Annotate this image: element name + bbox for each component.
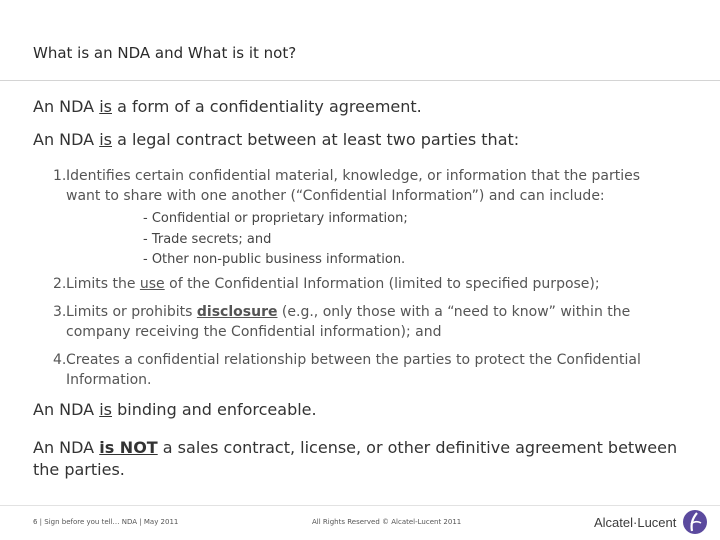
item-2-number: 2.: [53, 276, 67, 292]
footer-left: 6 | Sign before you tell… NDA | May 2011: [33, 518, 179, 526]
slide-title: What is an NDA and What is it not?: [33, 44, 297, 62]
p1-pre: An NDA: [33, 97, 100, 116]
footer-copyright: All Rights Reserved © Alcatel-Lucent 2011: [312, 518, 462, 526]
paragraph-3: [33, 400, 317, 419]
p2-pre: An NDA: [33, 130, 100, 149]
paragraph-1: [33, 97, 422, 116]
item-1-number: 1.: [53, 168, 67, 184]
paragraph-2: [33, 130, 519, 149]
p4-underlined: is NOT: [99, 438, 158, 457]
subitem-2: - Trade secrets; and: [143, 232, 272, 247]
p3-pre: An NDA: [33, 400, 100, 419]
p4-pre: An NDA: [33, 438, 100, 457]
list-item-4: [53, 350, 703, 390]
item-2-post: of the Confidential Information (limited to specified purpose);: [164, 276, 600, 292]
list-item-2: [53, 274, 703, 294]
title-divider: [0, 80, 720, 81]
item-2-underlined: use: [139, 276, 165, 292]
item-1-line2: want to share with one another (“Confidential Information”) and can include:: [66, 188, 605, 204]
p4-line2: the parties.: [33, 460, 125, 479]
p2-underlined: is: [99, 130, 112, 149]
item-3-number: 3.: [53, 304, 67, 320]
p3-underlined: is: [99, 400, 112, 419]
p4-post: a sales contract, license, or other definitive agreement between: [157, 438, 678, 457]
alcatel-lucent-logo-icon: [682, 509, 708, 535]
list-item-3: [53, 302, 703, 342]
logo-text: Alcatel·Lucent: [594, 514, 677, 530]
subitem-3: - Other non-public business information.: [143, 252, 406, 267]
paragraph-4: [33, 437, 677, 481]
item-3-line2: company receiving the Confidential information); and: [66, 324, 442, 340]
p1-underlined: is: [99, 97, 112, 116]
item-2-pre: Limits the: [66, 276, 140, 292]
footer-divider: [0, 505, 720, 506]
p3-post: binding and enforceable.: [112, 400, 317, 419]
item-1-line1: Identifies certain confidential material, knowledge, or information that the parties: [66, 168, 640, 184]
list-item-1: [53, 166, 703, 206]
company-logo: [594, 509, 708, 535]
item-3-post: (e.g., only those with a “need to know” within the: [277, 304, 631, 320]
p1-post: a form of a confidentiality agreement.: [112, 97, 422, 116]
item-4-line1: Creates a confidential relationship between the parties to protect the Confidential: [66, 352, 641, 368]
item-3-pre: Limits or prohibits: [66, 304, 197, 320]
p2-post: a legal contract between at least two parties that:: [112, 130, 520, 149]
item-3-underlined: disclosure: [196, 304, 278, 320]
item-4-line2: Information.: [66, 372, 152, 388]
subitem-1: - Confidential or proprietary information;: [143, 211, 408, 226]
item-4-number: 4.: [53, 352, 67, 368]
